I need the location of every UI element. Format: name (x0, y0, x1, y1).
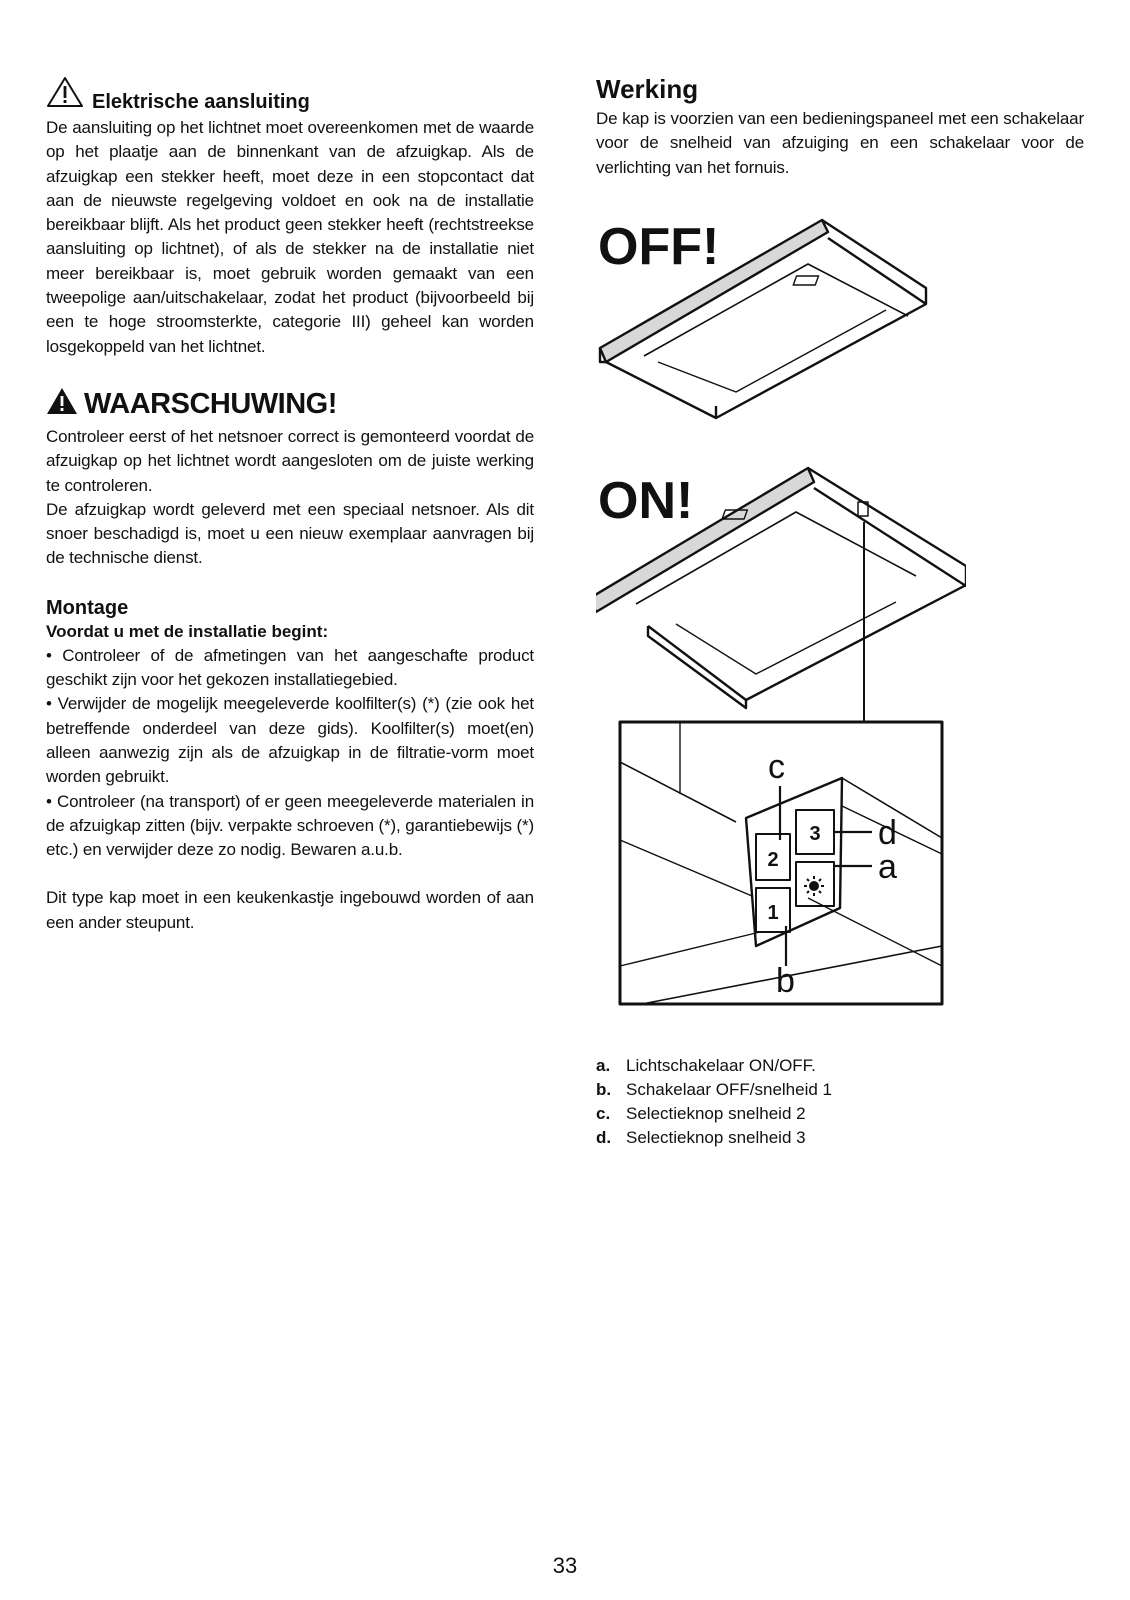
electrical-text: De aansluiting op het lichtnet moet overeenkomen met de waarde op het plaatje aan de binnenkant van de afzuigkap. Als de afzuigkap een stekker heeft, moet deze in een stopcontact dat aan de nieuwste regelgeving voldoet en ook na de installatie bereikbaar blijft. Als het product geen stekker heeft (rechtstreekse aansluiting op lichtnet), of als de stekker na de installatie niet meer bereikbaar is, moet gebruik worden gemaakt van een tweepolige aan/uitschakelaar, zodat het product (bijvoorbeeld bij een te hoge stroomsterkte, categorie III) geheel kan worden losgekoppeld van het lichtnet. (46, 118, 534, 356)
figure-legend (596, 1054, 832, 1150)
mounting-subtitle: Voordat u met de installatie begint: (46, 621, 329, 641)
button-1-label: 1 (767, 902, 779, 924)
caution-outline-icon (46, 76, 84, 114)
hood-off-illustration (598, 218, 926, 418)
legend-key: b. (596, 1080, 612, 1099)
warning-heading (46, 387, 534, 423)
legend-text: Selectieknop snelheid 3 (626, 1128, 806, 1147)
legend-key: a. (596, 1056, 611, 1075)
right-column (596, 76, 1084, 180)
warning-text-1: Controleer eerst of het netsnoer correct is gemonteerd voordat de afzuigkap op het lichtnet wordt aangesloten om de juiste werking te controleren. (46, 426, 534, 495)
callout-d: d (878, 814, 897, 852)
hood-control-figure (596, 206, 966, 1016)
operation-title: Werking (596, 74, 699, 104)
electrical-title: Elektrische aansluiting (92, 91, 310, 113)
callout-c: c (768, 748, 785, 786)
legend-key: c. (596, 1104, 611, 1123)
mounting-note: Dit type kap moet in een keukenkastje ingebouwd worden of aan een ander steupunt. (46, 888, 534, 932)
electrical-heading (46, 76, 534, 114)
mounting-bullet-1: • Controleer of de afmetingen van het aangeschafte product geschikt zijn voor het gekozen installatiegebied. (46, 645, 534, 690)
on-label: ON! (598, 472, 694, 530)
control-panel-detail (620, 722, 942, 1004)
button-2-label: 2 (767, 849, 779, 871)
legend-item (596, 1054, 832, 1078)
mounting-title: Montage (46, 596, 129, 619)
mounting-bullet-3: • Controleer (na transport) of er geen meegeleverde materialen in de afzuigkap zitten (bijv. verpakte schroeven (*), garantiebewijs (*) etc.) en verwijder deze zo nodig. Bewaren a.u.b. (46, 791, 534, 860)
operation-text: De kap is voorzien van een bedieningspaneel met een schakelaar voor de snelheid van afzuiging en een schakelaar voor de verlichting van het fornuis. (596, 109, 1084, 177)
button-3-label: 3 (809, 823, 821, 845)
light-icon (804, 876, 824, 896)
callout-a: a (878, 848, 897, 886)
left-column (46, 76, 534, 935)
callout-b: b (776, 962, 795, 1000)
legend-item (596, 1126, 832, 1150)
warning-text-2: De afzuigkap wordt geleverd met een speciaal netsnoer. Als dit snoer beschadigd is, moet u een nieuw exemplaar aanvragen bij de technische dienst. (46, 499, 534, 568)
legend-text: Selectieknop snelheid 2 (626, 1104, 806, 1123)
legend-item (596, 1078, 832, 1102)
off-label: OFF! (598, 218, 720, 276)
warning-filled-icon (46, 387, 78, 423)
mounting-bullet-2: • Verwijder de mogelijk meegeleverde koolfilter(s) (*) (zie ook het betreffende onderdeel van deze gids). Koolfilter(s) moet(en) alleen aanwezig zijn als de afzuigkap in de filtratie-vorm moet worden gebruikt. (46, 694, 534, 787)
legend-text: Lichtschakelaar ON/OFF. (626, 1056, 816, 1075)
warning-title: WAARSCHUWING! (84, 388, 337, 421)
legend-text: Schakelaar OFF/snelheid 1 (626, 1080, 832, 1099)
legend-item (596, 1102, 832, 1126)
hood-on-illustration (596, 468, 966, 722)
page-number: 33 (552, 1553, 578, 1578)
legend-key: d. (596, 1128, 612, 1147)
